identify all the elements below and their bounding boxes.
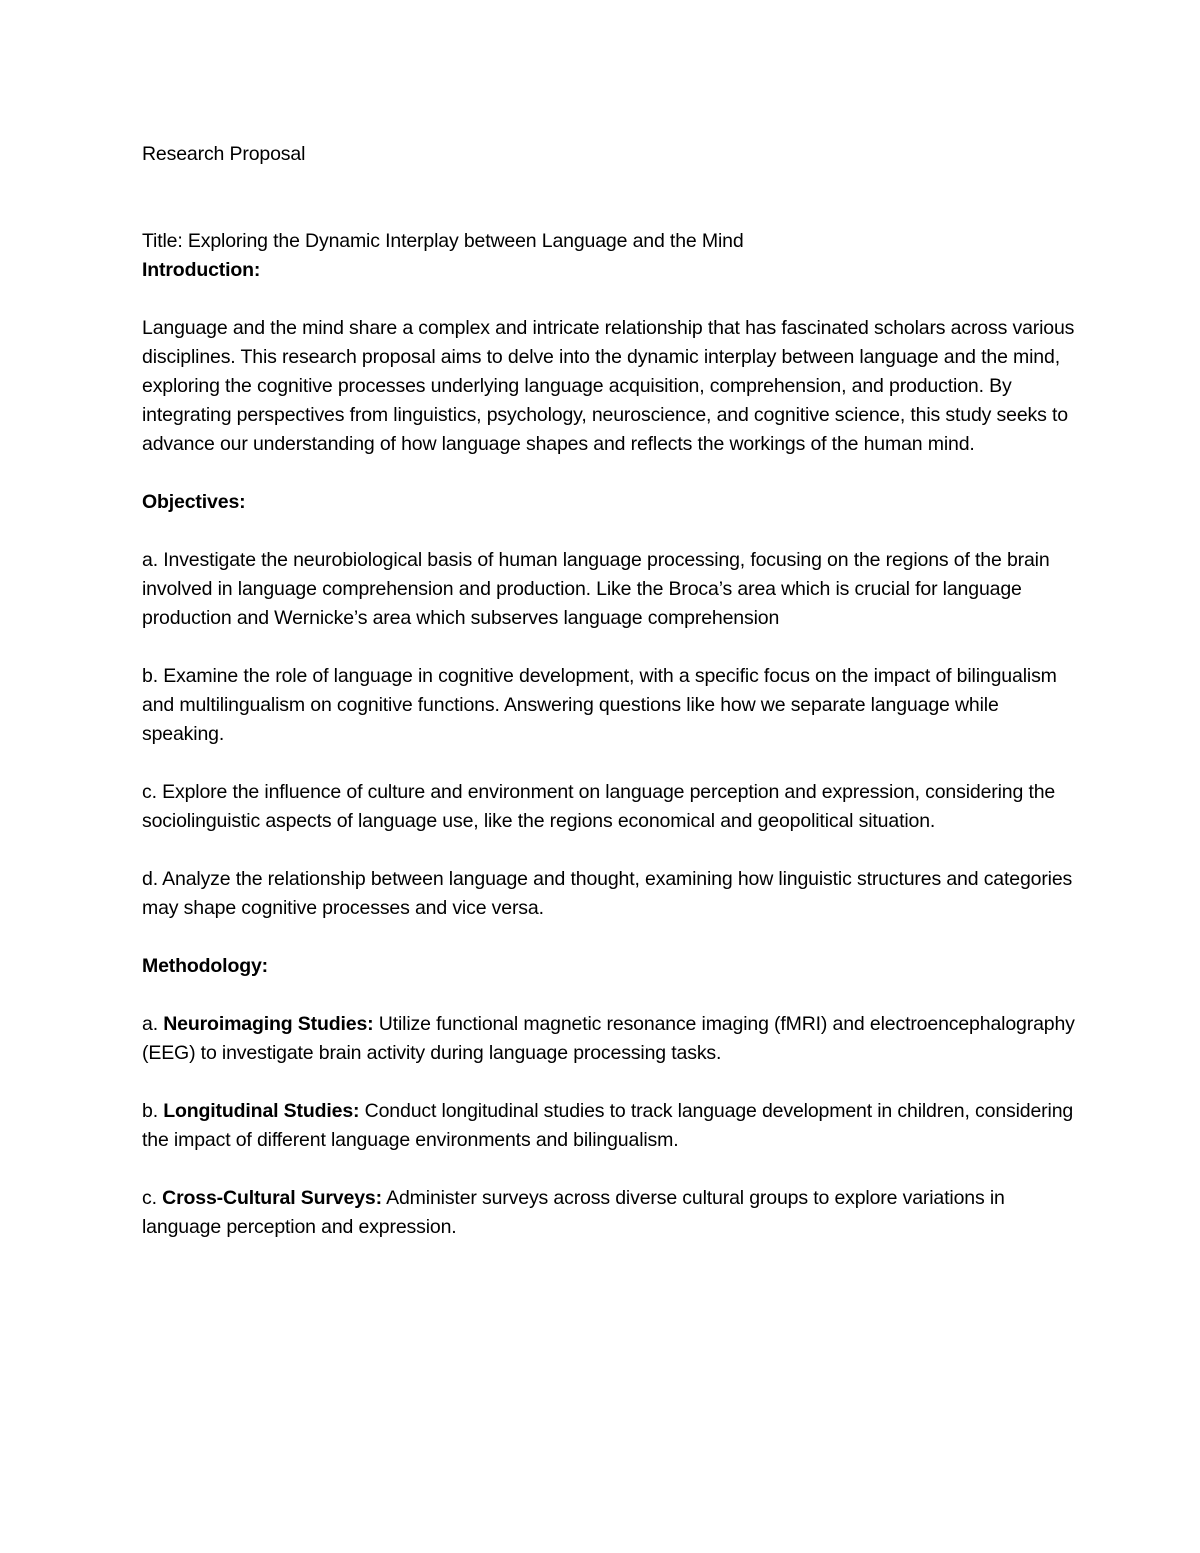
methodology-item-text: Utilize functional magnetic resonance imaging (fMRI) and electroencephalography (EEG) to investigate brain activity during language processing tasks. — [142, 1013, 1075, 1064]
spacer — [142, 285, 1082, 314]
spacer — [142, 633, 1082, 662]
objective-item-a: a. Investigate the neurobiological basis of human language processing, focusing on the regions of the brain involved in language comprehension and production. Like the Broca’s area which is crucial for language production and Wernicke’s area which subserves language comprehension — [142, 549, 1050, 629]
introduction-heading: Introduction: — [142, 259, 261, 281]
methodology-item-c — [142, 1184, 1082, 1242]
methodology-item-label: Cross-Cultural Surveys: — [162, 1187, 382, 1209]
spacer — [142, 836, 1082, 865]
objective-item-d: d. Analyze the relationship between language and thought, examining how linguistic structures and categories may shape cognitive processes and vice versa. — [142, 868, 1073, 919]
document-page — [142, 140, 1082, 1242]
spacer — [142, 749, 1082, 778]
objective-item-c: c. Explore the influence of culture and environment on language perception and expression, considering the sociolinguistic aspects of language use, like the regions economical and geopolitical situation. — [142, 781, 1056, 832]
objectives-heading: Objectives: — [142, 491, 246, 513]
methodology-item-a — [142, 1010, 1082, 1068]
spacer — [142, 923, 1082, 952]
methodology-heading: Methodology: — [142, 955, 269, 977]
methodology-item-text: Administer surveys across diverse cultural groups to explore variations in language perception and expression. — [142, 1187, 1005, 1238]
spacer — [142, 459, 1082, 488]
introduction-body: Language and the mind share a complex and intricate relationship that has fascinated scholars across various disciplines. This research proposal aims to delve into the dynamic interplay between language and the mind, exploring the cognitive processes underlying language acquisition, comprehension, and production. By integrating perspectives from linguistics, psychology, neuroscience, and cognitive science, this study seeks to advance our understanding of how language shapes and reflects the workings of the human mind. — [142, 317, 1075, 455]
spacer — [142, 169, 1082, 198]
methodology-item-prefix: b. — [142, 1100, 164, 1122]
spacer — [142, 517, 1082, 546]
objective-item-b: b. Examine the role of language in cognitive development, with a specific focus on the impact of bilingualism and multilingualism on cognitive functions. Answering questions like how we separate language while speaking. — [142, 665, 1057, 745]
document-heading: Research Proposal — [142, 143, 306, 165]
methodology-item-text: Conduct longitudinal studies to track language development in children, considering the impact of different language environments and bilingualism. — [142, 1100, 1074, 1151]
methodology-item-b — [142, 1097, 1082, 1155]
methodology-item-label: Longitudinal Studies: — [163, 1100, 360, 1122]
methodology-item-label: Neuroimaging Studies: — [163, 1013, 374, 1035]
spacer — [142, 981, 1082, 1010]
spacer — [142, 1068, 1082, 1097]
spacer — [142, 1155, 1082, 1184]
methodology-item-prefix: a. — [142, 1013, 164, 1035]
methodology-item-prefix: c. — [142, 1187, 163, 1209]
proposal-title: Title: Exploring the Dynamic Interplay between Language and the Mind — [142, 230, 744, 252]
spacer — [142, 198, 1082, 227]
